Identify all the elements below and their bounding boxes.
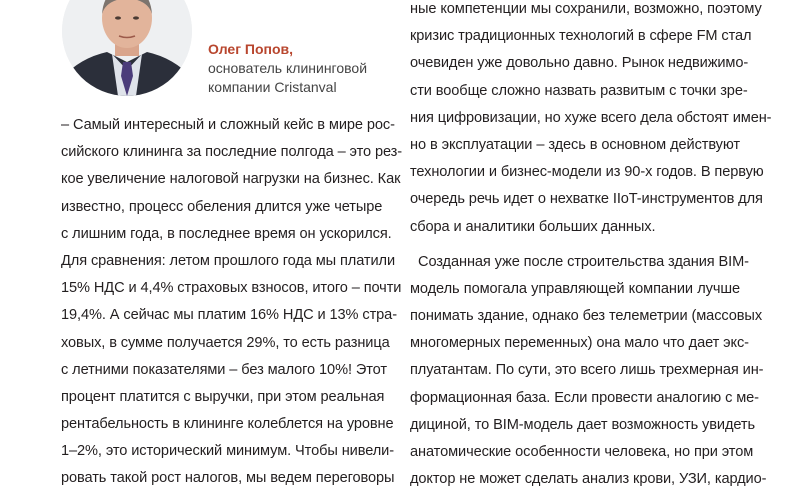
text-line: известно, процесс обеления длится уже четыре — [61, 198, 383, 215]
right-column — [410, 0, 772, 493]
text-line: рентабельность в клининге колеблется на уровне — [61, 416, 394, 433]
portrait-image — [62, 0, 192, 96]
text-line: с летними показателями – без малого 10%! Этот — [61, 361, 387, 378]
text-line: сбора и аналитики больших данных. — [410, 218, 656, 235]
left-column — [61, 112, 403, 493]
text-line: ровать такой рост налогов, мы ведем переговоры — [61, 470, 395, 487]
text-line: ния цифровизации, но хуже всего дела обстоят имен- — [410, 109, 772, 126]
text-line: плуатантам. По сути, это всего лишь трехмерная ин- — [410, 362, 764, 379]
text-line: понимать здание, однако без телеметрии (массовых — [410, 308, 763, 325]
text-line: – Самый интересный и сложный кейс в мире рос- — [61, 117, 395, 133]
paragraph-gap — [410, 241, 740, 249]
author-role-line-1: основатель клининговой — [208, 60, 368, 76]
text-line: модель помогала управляющей компании лучше — [410, 280, 740, 297]
text-line: анатомические особенности человека, но при этом — [410, 444, 754, 460]
text-line: Для сравнения: летом прошлого года мы платили — [61, 252, 395, 269]
text-line: 1–2%, это исторический минимум. Чтобы нивели- — [61, 443, 394, 460]
text-line: 15% НДС и 4,4% страховых взносов, итого – почти — [61, 280, 402, 297]
text-line: процент платится с выручки, при этом реальная — [61, 388, 385, 405]
text-line: очередь речь идет о нехватке IIoT-инструментов для — [410, 191, 763, 208]
text-line: технологии и бизнес-модели из 90-х годов. В первую — [410, 164, 764, 181]
author-photo — [62, 0, 192, 96]
text-line: кризис традиционных технологий в сфере FM стал — [410, 28, 752, 45]
text-line: ные компетенции мы сохранили, возможно, поэтому — [410, 1, 762, 17]
text-line: 19,4%. А сейчас мы платим 16% НДС и 13% стра- — [61, 307, 397, 324]
text-line: кое увеличение налоговой нагрузки на бизнес. Как — [61, 171, 401, 188]
text-line: очевиден уже довольно давно. Рынок недвижимо- — [410, 55, 749, 72]
text-line: дициной, то BIM-модель дает возможность увидеть — [410, 416, 755, 433]
author-name: Олег Попов, — [208, 41, 294, 57]
author-caption — [208, 40, 398, 97]
text-line: сти вообще сложно назвать развитым с точки зре- — [410, 82, 748, 99]
text-line: формационная база. Если провести аналогию с ме- — [410, 389, 759, 406]
text-line: ховых, в сумме получается 29%, то есть разница — [61, 334, 390, 351]
author-role-line-2: компании Cristanval — [208, 79, 337, 95]
text-line: многомерных переменных) она мало что дает экс- — [410, 335, 749, 352]
text-line: Созданная уже после строительства здания BIM- — [418, 253, 749, 270]
text-line: но в эксплуатации – здесь в основном действуют — [410, 136, 740, 153]
text-line: сийского клининга за последние полгода – это рез- — [61, 144, 403, 161]
text-line: доктор не может сделать анализ крови, УЗИ, кардио- — [410, 471, 767, 488]
text-line: с лишним года, в последнее время он ускорился. — [61, 225, 392, 242]
